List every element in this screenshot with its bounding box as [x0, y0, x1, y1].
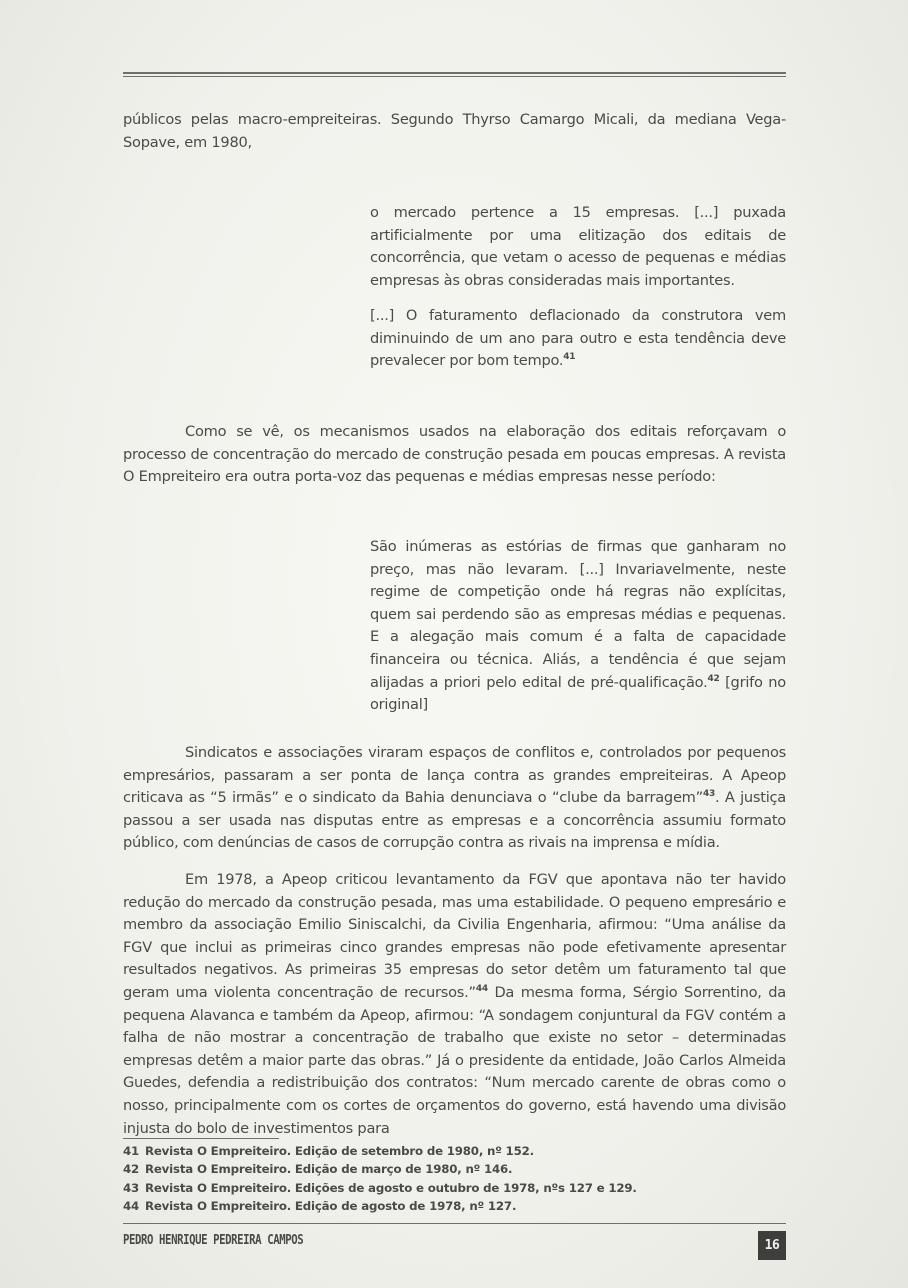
paragraph-apeop-1978 [123, 869, 786, 1140]
footnote-44 [123, 1197, 786, 1215]
footnote-42 [123, 1160, 786, 1178]
block-quote-1b [370, 305, 786, 373]
footnote-number: 44 [123, 1198, 140, 1213]
footnote-text: Revista O Empreiteiro. Edição de março de 1980, nº 146. [145, 1162, 513, 1177]
header-rule [123, 72, 786, 77]
paragraph-editais [123, 421, 786, 489]
running-footer-author: PEDRO HENRIQUE PEDREIRA CAMPOS [123, 1233, 304, 1248]
footnote-ref-42[interactable]: 42 [707, 673, 720, 684]
paragraph-intro-text: públicos pelas macro-empreiteiras. Segundo Thyrso Camargo Micali, da mediana Vega-Sopave, em 1980, [123, 111, 786, 151]
page-number-badge: 16 [758, 1231, 786, 1260]
block-quote-1a [370, 202, 786, 292]
footnote-number: 43 [123, 1180, 140, 1195]
footnotes [123, 1142, 786, 1215]
footnote-text: Revista O Empreiteiro. Edições de agosto e outubro de 1978, nºs 127 e 129. [145, 1180, 637, 1195]
footer-rule [123, 1223, 786, 1224]
block-quote-1b-text: [...] O faturamento deflacionado da construtora vem diminuindo de um ano para outro e esta tendência deve prevalecer por bom tempo. [370, 307, 786, 370]
paragraph-sindicatos-text-a: Sindicatos e associações viraram espaços de conflitos e, controlados por pequenos empresários, passaram a ser ponta de lança contra as grandes empreiteiras. A Apeop criticava as “5 irmãs” e o sindicato da Bahia denunciava o “clube da barragem” [123, 744, 786, 807]
paragraph-editais-text: Como se vê, os mecanismos usados na elaboração dos editais reforçavam o processo de concentração do mercado de construção pesada em poucas empresas. A revista O Empreiteiro era outra porta-voz das pequenas e médias empresas nesse período: [123, 423, 786, 486]
paragraph-intro [123, 109, 786, 154]
footnote-number: 41 [123, 1144, 140, 1158]
paragraph-apeop-text-b: Da mesma forma, Sérgio Sorrentino, da pequena Alavanca e também da Apeop, afirmou: “A sondagem conjuntural da FGV contém a falha de não mostrar a concentração de trabalho que existe no setor – determinadas empresas detêm a maior parte das obras.” Já o presidente da entidade, João Carlos Almeida Guedes, defendia a redistribuição dos contratos: “Num mercado carente de obras como o nosso, principalmente com os cortes de orçamentos do governo, está havendo uma divisão injusta do bolo de investimentos para [123, 983, 786, 1137]
footnote-number: 42 [123, 1162, 140, 1177]
block-quote-2 [370, 536, 786, 717]
footnote-ref-41[interactable]: 41 [563, 352, 576, 363]
footnote-text: Revista O Empreiteiro. Edição de setembro de 1980, nº 152. [145, 1144, 534, 1158]
footnote-ref-44[interactable]: 44 [475, 984, 488, 995]
footnote-41 [123, 1142, 786, 1160]
footnote-43 [123, 1179, 786, 1197]
footnote-ref-43[interactable]: 43 [702, 789, 715, 800]
block-quote-1a-text: o mercado pertence a 15 empresas. [...] puxada artificialmente por uma elitização dos editais de concorrência, que vetam o acesso de pequenas e médias empresas às obras consideradas mais importantes. [370, 204, 786, 289]
paragraph-sindicatos [123, 742, 786, 855]
block-quote-2-note: [grifo no original] [370, 673, 786, 714]
paragraph-sindicatos-text-b: . A justiça passou a ser usada nas disputas entre as empresas e a concorrência assumiu formato público, com denúncias de casos de corrupção contra as rivais na imprensa e mídia. [123, 789, 786, 852]
footnote-text: Revista O Empreiteiro. Edição de agosto de 1978, nº 127. [145, 1198, 517, 1213]
block-quote-2-text: São inúmeras as estórias de firmas que ganharam no preço, mas não levaram. [...] Invariavelmente, neste regime de competição onde há regras não explícitas, quem sai perdendo são as empresas médias e pequenas. E a alegação mais comum é a falta de capacidade financeira ou técnica. Aliás, a tendência é que sejam alijadas a priori pelo edital de pré-qualificação. [370, 538, 786, 691]
footnote-separator [123, 1138, 279, 1139]
paragraph-apeop-text-a: Em 1978, a Apeop criticou levantamento da FGV que apontava não ter havido redução do mercado da construção pesada, mas uma estabilidade. O pequeno empresário e membro da associação Emilio Siniscalchi, da Civilia Engenharia, afirmou: “Uma análise da FGV que inclui as primeiras cinco grandes empresas não pode efetivamente apresentar resultados negativos. As primeiras 35 empresas do setor detêm um faturamento tal que geram uma violenta concentração de recursos.” [123, 871, 786, 1001]
